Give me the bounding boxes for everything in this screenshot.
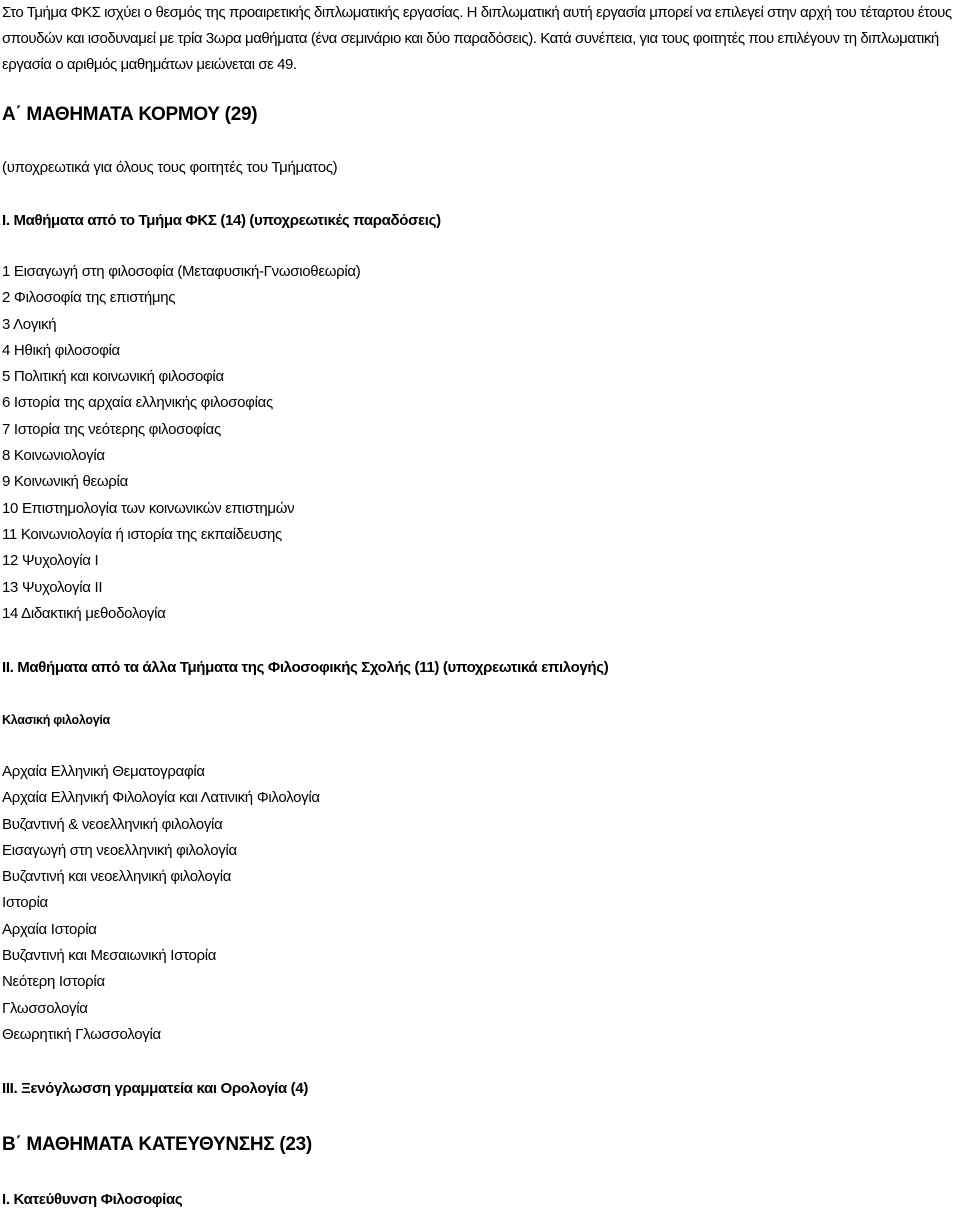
list-item: 5 Πολιτική και κοινωνική φιλοσοφία bbox=[2, 368, 224, 386]
list-item: Νεότερη Ιστορία bbox=[2, 973, 105, 991]
faculty-course-list bbox=[2, 759, 320, 1048]
list-item: 8 Κοινωνιολογία bbox=[2, 447, 105, 465]
list-item: 3 Λογική bbox=[2, 315, 57, 333]
list-item: 9 Κοινωνική θεωρία bbox=[2, 473, 128, 491]
list-item: Βυζαντινή και Μεσαιωνική Ιστορία bbox=[2, 947, 217, 965]
list-item: 1 Εισαγωγή στη φιλοσοφία (Μεταφυσική-Γνωσιοθεωρία) bbox=[2, 263, 361, 280]
part-2-title: ΙΙ. Μαθήματα από τα άλλα Τμήματα της Φιλοσοφικής Σχολής (11) (υποχρεωτικά επιλογής) bbox=[2, 659, 609, 676]
list-item: Αρχαία Ιστορία bbox=[2, 920, 97, 938]
list-item: Αρχαία Ελληνική Θεματογραφία bbox=[2, 763, 205, 780]
list-item: Αρχαία Ελληνική Φιλολογία και Λατινική Φιλολογία bbox=[2, 789, 320, 807]
list-item: 14 Διδακτική μεθοδολογία bbox=[2, 604, 166, 622]
list-item: 11 Κοινωνιολογία ή ιστορία της εκπαίδευσης bbox=[2, 525, 282, 543]
intro-text: Στο Τμήμα ΦΚΣ ισχύει ο θεσμός της προαιρετικής διπλωματικής εργασίας. Η διπλωματική αυτή εργασία μπορεί να επιλεγεί στην αρχή του τέταρτου έτους σπουδών και ισοδυναμεί με τρία 3ωρα μαθήματα (ένα σεμινάριο και δύο παραδόσεις). Κατά συνέπεια, για τους φοιτητές που επιλέγουν τη διπλωματική εργασία ο αριθμός μαθημάτων μειώνεται σε 49. bbox=[2, 4, 952, 73]
list-item: 4 Ηθική φιλοσοφία bbox=[2, 341, 120, 359]
list-item: 12 Ψυχολογία Ι bbox=[2, 552, 99, 570]
list-item: Βυζαντινή και νεοελληνική φιλολογία bbox=[2, 868, 232, 886]
list-item: 10 Επιστημολογία των κοινωνικών επιστημών bbox=[2, 499, 295, 517]
list-item: Θεωρητική Γλωσσολογία bbox=[2, 1025, 161, 1043]
section-b-part-1-title: Ι. Κατεύθυνση Φιλοσοφίας bbox=[2, 1191, 183, 1208]
intro-paragraph bbox=[2, 0, 954, 78]
list-item: Ιστορία bbox=[2, 894, 48, 912]
core-course-list bbox=[2, 259, 360, 627]
part-3-title: ΙΙΙ. Ξενόγλωσση γραμματεία και Ορολογία (4) bbox=[2, 1080, 308, 1097]
classical-philology-heading: Κλασική φιλολογία bbox=[2, 713, 110, 727]
part-1-title: Ι. Μαθήματα από το Τμήμα ΦΚΣ (14) (υποχρεωτικές παραδόσεις) bbox=[2, 212, 441, 229]
section-b-title: Β΄ ΜΑΘΗΜΑΤΑ ΚΑΤΕΥΘΥΝΣΗΣ (23) bbox=[2, 1134, 312, 1155]
list-item: 7 Ιστορία της νεότερης φιλοσοφίας bbox=[2, 420, 221, 438]
list-item: Βυζαντινή & νεοελληνική φιλολογία bbox=[2, 815, 223, 833]
list-item: 13 Ψυχολογία ΙΙ bbox=[2, 578, 103, 596]
section-a-title: Α΄ ΜΑΘΗΜΑΤΑ ΚΟΡΜΟΥ (29) bbox=[2, 104, 258, 125]
section-a-subtitle: (υποχρεωτικά για όλους τους φοιτητές του Τμήματος) bbox=[2, 159, 338, 176]
list-item: 6 Ιστορία της αρχαία ελληνικής φιλοσοφίας bbox=[2, 394, 273, 412]
list-item: 2 Φιλοσοφία της επιστήμης bbox=[2, 289, 176, 307]
list-item: Γλωσσολογία bbox=[2, 999, 88, 1017]
list-item: Εισαγωγή στη νεοελληνική φιλολογία bbox=[2, 841, 237, 859]
